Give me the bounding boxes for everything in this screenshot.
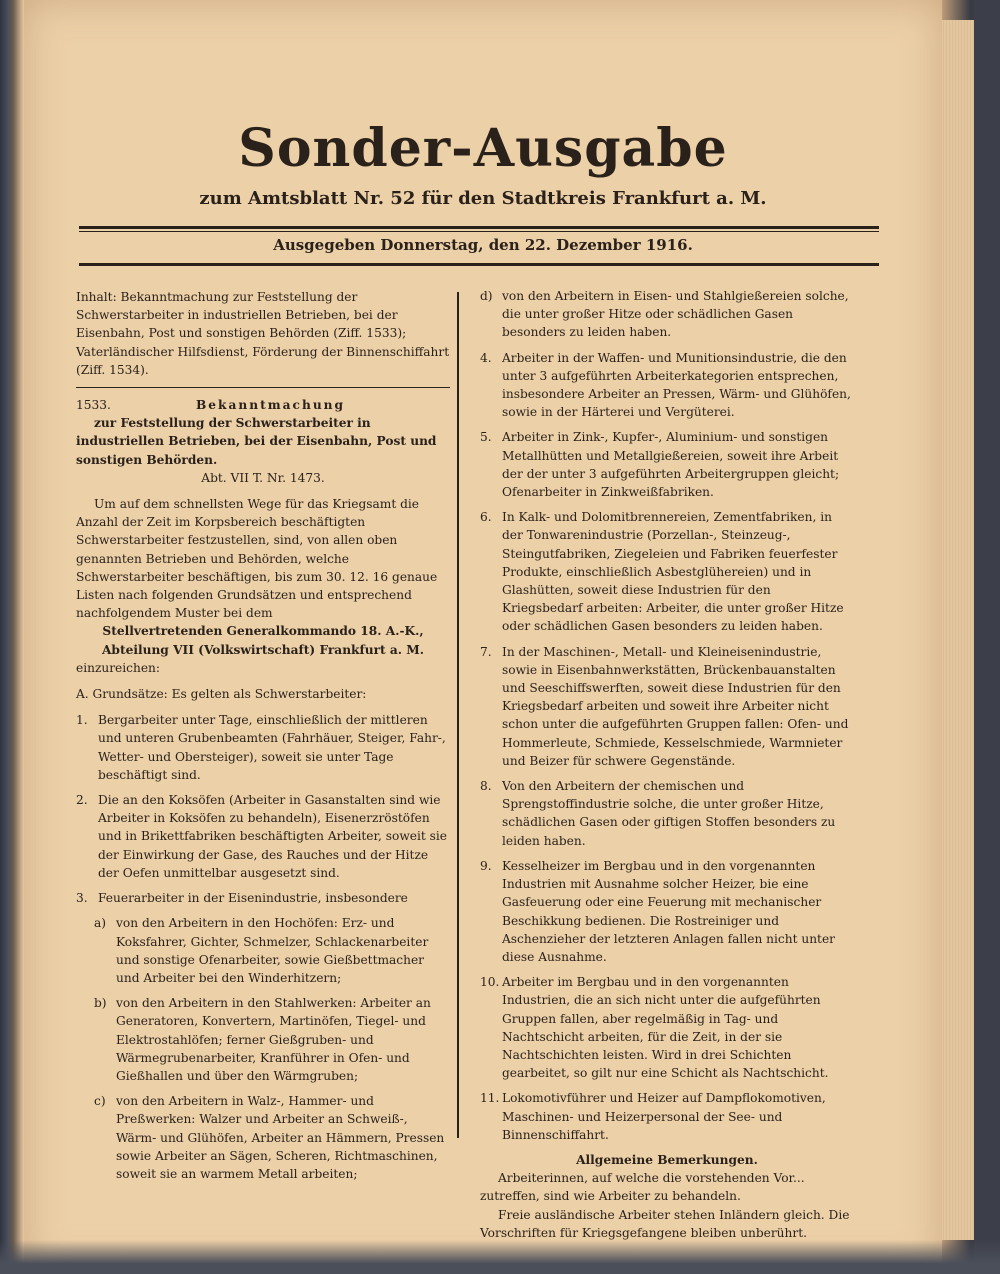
sub-list-item	[76, 914, 450, 987]
item-number: 4.	[480, 350, 492, 365]
page-subtitle: zum Amtsblatt Nr. 52 für den Stadtkreis Frankfurt a. M.	[199, 188, 767, 209]
item-text: In Kalk- und Dolomitbrennereien, Zementfabriken, in der Tonwarenindustrie (Porzellan-, Steinzeug-, Steingutfabriken, Ziegeleien und Fabriken feuerfester Produkte, einschließlich Asbestglühereien) und in Glashütten, soweit diese Industrien für den Kriegsbedarf arbeiten: Arbeiter, die unter großer Hitze oder schädlichen Gasen besonders zu leiden haben.	[502, 510, 844, 634]
subitem-text: von den Arbeitern in Walz-, Hammer- und Preßwerken: Walzer und Arbeiter an Schweiß-, Wärm- und Glühöfen, Arbeiter an Hämmern, Pressen sowie Arbeiter an Sägen, Scheren, Richtmaschinen, soweit sie an warmem Metall arbeiten;	[116, 1094, 445, 1181]
item-text: Lokomotivführer und Heizer auf Dampflokomotiven, Maschinen- und Heizerpersonal der See- und Binnenschiffahrt.	[502, 1091, 826, 1142]
column-divider	[457, 292, 459, 1138]
item-text: Von den Arbeitern der chemischen und Sprengstoffindustrie solche, die unter großer Hitze, schädlichen Gasen oder giftigen Stoffen besonders zu leiden haben.	[502, 779, 836, 848]
notice-reference: Abt. VII T. Nr. 1473.	[201, 470, 325, 485]
subitem-letter: d)	[480, 289, 493, 303]
list-item	[480, 973, 854, 1082]
item-text: Arbeiter in Zink-, Kupfer-, Aluminium- und sonstigen Metallhütten und Metallgießereien, soweit ihre Arbeit der der unter 3 aufgeführten Arbeitergruppen gleicht; Ofenarbeiter in Zinkweißfabriken.	[502, 430, 840, 500]
remarks-heading: Allgemeine Bemerkungen.	[576, 1152, 758, 1167]
book-cover	[974, 0, 1000, 1274]
notice-authority: Stellvertretenden Generalkommando 18. A.-K., Abteilung VII (Volkswirtschaft) Frankfurt a. M.	[101, 624, 425, 657]
item-number: 7.	[480, 644, 492, 659]
item-text: Die an den Koksöfen (Arbeiter in Gasanstalten sind wie Arbeiter in Koksöfen zu behandeln), Eisenerzröstöfen und in Brikettfabriken beschäftigten Arbeiter, soweit sie der Einwirkung der Gase, des Rauches und der Hitze der Oefen unmittelbar ausgesetzt sind.	[98, 793, 447, 880]
list-item	[480, 777, 854, 850]
notice-submit: einzureichen:	[76, 660, 161, 675]
list-item	[480, 643, 854, 770]
notice-heading-row	[76, 396, 450, 414]
item-text: Kesselheizer im Bergbau und in den vorgenannten Industrien mit Ausnahme solcher Heizer, bie eine Gasfeuerung oder eine Feuerung mit mechanischer Beschikkung bedienen. Die Rostreiniger und Aschenzieher der letzteren Anlagen fallen nicht unter diese Ausnahme.	[502, 858, 835, 964]
item-text: In der Maschinen-, Metall- und Kleineisenindustrie, sowie in Eisenbahnwerkstätten, Brückenbauanstalten und Seeschiffswerften, soweit diese Industrien für den Kriegsbedarf arbeiten und soweit ihre Arbeiter nicht schon unter die aufgeführten Gruppen fallen: Ofen- und Hommerleute, Schmiede, Kesselschmiede, Warmnieter und Beizer für schwere Gegenstände.	[502, 644, 849, 768]
sub-list-item	[480, 287, 854, 342]
subitem-letter: b)	[94, 996, 107, 1011]
page-edges	[942, 20, 974, 1240]
book-cover-bottom	[0, 1240, 1000, 1274]
sub-list-item	[76, 994, 450, 1085]
item-text: Feuerarbeiter in der Eisenindustrie, insbesondere	[98, 891, 408, 906]
contents-summary: Inhalt: Bekanntmachung zur Feststellung der Schwerstarbeiter in industriellen Betrieben, bei der Eisenbahn, Post und sonstigen Behörden (Ziff. 1533); Vaterländischer Hilfsdienst, Förderung der Binnenschiffahrt (Ziff. 1534).	[76, 290, 450, 377]
section-a-heading: A. Grundsätze: Es gelten als Schwerstarbeiter:	[76, 687, 367, 702]
notice-intro: Um auf dem schnellsten Wege für das Kriegsamt die Anzahl der Zeit im Korpsbereich beschäftigten Schwerstarbeiter festzustellen, sind, von allen oben genannten Betrieben und Behörden, welche Schwerstarbeiter beschäftigen, bis zum 30. 12. 16 genaue Listen nach folgenden Grundsätzen und entsprechend nachfolgendem Muster bei dem	[76, 497, 438, 621]
item-number: 8.	[480, 779, 492, 794]
item-text: Bergarbeiter unter Tage, einschließlich der mittleren und unteren Grubenbeamten (Fahrhäuer, Steiger, Fahr-, Wetter- und Obersteiger), soweit sie unter Tage beschäftigt sind.	[98, 713, 446, 782]
subitem-letter: c)	[94, 1094, 106, 1109]
list-item	[76, 791, 450, 882]
item-number: 6.	[480, 510, 492, 525]
item-number: 3.	[76, 891, 88, 906]
subitem-text: von den Arbeitern in den Stahlwerken: Arbeiter an Generatoren, Konvertern, Martinöfen, Tiegel- und Elektrostahlöfen; ferner Gießgruben- und Wärmegrubenarbeiter, Kranführer in Ofen- und Gießhallen und über den Wärmgruben;	[116, 996, 431, 1083]
notice-heading: Bekanntmachung	[196, 398, 346, 413]
contents-divider	[76, 387, 450, 388]
remark-foreign: Freie ausländische Arbeiter stehen Inländern gleich. Die Vorschriften für Kriegsgefangene bleiben unberührt.	[480, 1207, 850, 1240]
header-rule-thin	[79, 231, 879, 232]
remark-women: Arbeiterinnen, auf welche die vorstehenden Vor... zutreffen, sind wie Arbeiter zu behandeln.	[480, 1171, 805, 1204]
subitem-text: von den Arbeitern in den Hochöfen: Erz- und Koksfahrer, Gichter, Schmelzer, Schlackenarbeiter und sonstige Ofenarbeiter, sowie Gießbettmacher und Arbeiter bei den Winderhitzern;	[116, 916, 429, 985]
notice-subject: zur Feststellung der Schwerstarbeiter in industriellen Betrieben, bei der Eisenbahn, Post und sonstigen Behörden.	[76, 416, 437, 467]
list-item	[480, 1089, 854, 1144]
header-rule-bottom	[79, 263, 879, 266]
list-item	[76, 711, 450, 784]
list-item	[76, 889, 450, 907]
issue-date: Ausgegeben Donnerstag, den 22. Dezember 1916.	[273, 236, 693, 254]
list-item	[480, 349, 854, 422]
item-text: Arbeiter in der Waffen- und Munitionsindustrie, die den unter 3 aufgeführten Arbeiterkategorien entsprechen, insbesondere Arbeiter an Pressen, Wärm- und Glühöfen, sowie in der Härterei und Vergüterei.	[502, 350, 851, 420]
item-number: 9.	[480, 858, 492, 873]
left-column	[76, 288, 450, 1190]
list-item	[480, 857, 854, 966]
item-number: 5.	[480, 430, 492, 445]
page-title: Sonder-Ausgabe	[238, 118, 728, 179]
list-item	[480, 428, 854, 501]
item-number: 1.	[76, 713, 88, 728]
item-number: 11.	[480, 1091, 500, 1106]
subitem-letter: a)	[94, 916, 107, 931]
header-rule-top	[79, 226, 879, 229]
list-item	[480, 508, 854, 635]
item-number: 10.	[480, 975, 500, 990]
subitem-text: von den Arbeitern in Eisen- und Stahlgießereien solche, die unter großer Hitze oder schädlichen Gasen besonders zu leiden haben.	[502, 289, 849, 340]
item-text: Arbeiter im Bergbau und in den vorgenannten Industrien, die an sich nicht unter die aufgeführten Gruppen fallen, aber regelmäßig in Tag- und Nachtschicht arbeiten, für die Zeit, in der sie Nachtschichten leisten. Wird in drei Schichten gearbeitet, so gilt nur eine Schicht als Nachtschicht.	[502, 975, 829, 1081]
item-number: 2.	[76, 793, 88, 808]
paper-sheet	[24, 0, 942, 1274]
notice-number: 1533.	[76, 398, 111, 413]
sub-list-item	[76, 1092, 450, 1183]
right-column	[480, 287, 854, 1242]
